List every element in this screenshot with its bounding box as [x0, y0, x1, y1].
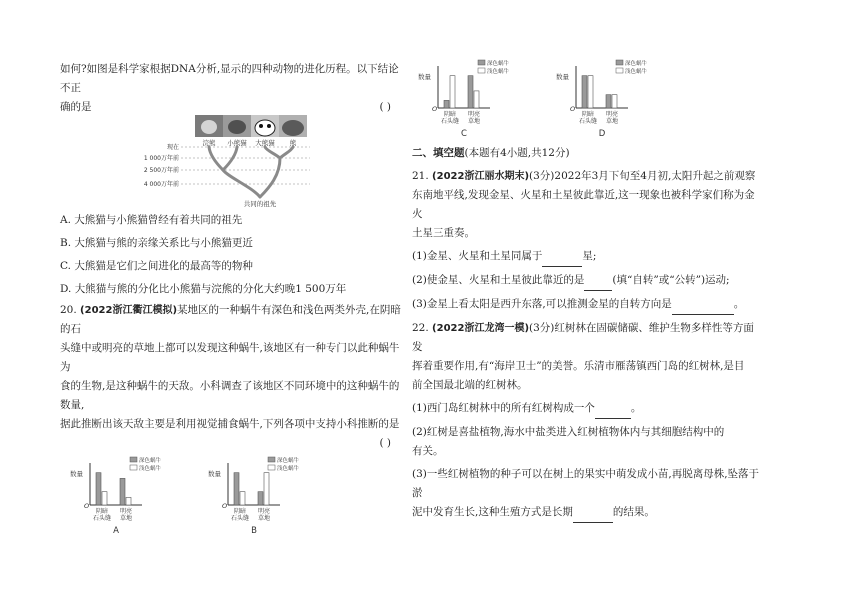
- legend-swatch-dark: [130, 457, 137, 462]
- q19-option-d: D. 大熊猫与熊的分化比小熊猫与浣熊的分化大约晚1 500万年: [60, 283, 347, 295]
- legend-label-dark: 深色蜗牛: [139, 458, 162, 464]
- x-tick-bright-place-2: 草地: [605, 118, 619, 125]
- origin-label: O: [222, 502, 228, 510]
- q19-option-a: A. 大熊猫与小熊猫曾经有着共同的祖先: [60, 214, 243, 226]
- bar-dark-cat1: [582, 76, 587, 108]
- origin-label: O: [84, 502, 90, 510]
- q22-sub2-line1: (2)红树是喜盐植物,海水中盐类进入红树植物体内与其细胞结构中的: [412, 426, 725, 438]
- legend-label-light: 浅色蜗牛: [277, 466, 300, 472]
- legend-swatch-light: [478, 68, 485, 73]
- evolution-tree-figure: [60, 115, 405, 207]
- bar-dark-cat1: [444, 100, 449, 108]
- legend-label-dark: 深色蜗牛: [625, 61, 648, 67]
- x-tick-dark-place-2: 石头缝: [578, 118, 598, 125]
- x-tick-bright-place-2: 草地: [119, 515, 133, 522]
- q22-line1: [412, 319, 762, 357]
- q22-sub3-line1: (3)一些红树植物的种子可以在树上的果实中萌发成小苗,再脱离母株,坠落于淤: [412, 468, 760, 499]
- q21-sub3: [412, 295, 762, 315]
- y-axis-label: 数量: [556, 73, 569, 81]
- q21-line2: 东南地平线,发现金星、火星和土星彼此靠近,这一现象也被科学家们称为金火: [412, 189, 755, 220]
- legend-label-dark: 深色蜗牛: [277, 458, 300, 464]
- q22-sub1-tail: 。: [630, 402, 642, 414]
- legend-label-light: 浅色蜗牛: [625, 69, 648, 75]
- tree-label-giant-panda: 大熊猫: [255, 139, 275, 147]
- bear-body: [282, 120, 304, 136]
- bar-dark-cat2: [468, 76, 473, 108]
- bar-dark-cat1: [96, 473, 101, 505]
- q20-line1-text: 某地区的一种蜗牛有深色和浅色两类外壳,在阴暗的石: [60, 304, 401, 335]
- q22-number: 22.: [412, 322, 429, 334]
- bar-light-cat2: [264, 473, 269, 505]
- section-2-note: (本题有4小题,共12分): [464, 147, 570, 159]
- q19-option-b: B. 大熊猫与熊的亲缘关系比与小熊猫更近: [60, 237, 253, 249]
- chart-panel-c: [416, 58, 526, 140]
- q22-line2: 挥着重要作用,有“海岸卫士”的美誉。乐清市雁荡镇西门岛的红树林,是目: [412, 360, 745, 372]
- q21-sub3-text: (3)金星上看太阳是西升东落,可以推测金星的自转方向是: [412, 298, 672, 310]
- q20-charts-row-ab: [68, 455, 405, 537]
- bar-light-cat2: [612, 95, 617, 108]
- bar-light-cat2: [474, 91, 479, 108]
- q21-sub2-text: (2)使金星、火星和土星彼此靠近的是: [412, 274, 585, 286]
- q22-sub2-line2: [412, 442, 762, 461]
- q20-line1: [60, 301, 405, 339]
- x-tick-bright-place-2: 草地: [467, 118, 481, 125]
- snail-bar-chart-c: [416, 58, 526, 140]
- tree-label-red-panda: 小熊猫: [227, 139, 247, 147]
- q19-option-c: C. 大熊猫是它们之间进化的最高等的物种: [60, 260, 253, 272]
- q20-charts-row-cd: [416, 58, 762, 140]
- q19-intro-text: 确的是: [60, 101, 92, 113]
- bar-dark-cat2: [120, 478, 125, 505]
- chart-panel-letter: B: [251, 526, 257, 536]
- x-tick-dark-place-2: 石头缝: [440, 118, 460, 125]
- x-tick-bright-place-2: 草地: [257, 515, 271, 522]
- q21-sub2: [412, 271, 762, 291]
- time-label-25m: 2 500万年前: [143, 167, 179, 174]
- legend-swatch-light: [616, 68, 623, 73]
- chart-panel-letter: C: [461, 129, 467, 139]
- legend-swatch-dark: [268, 457, 275, 462]
- legend-swatch-light: [268, 465, 275, 470]
- bar-light-cat1: [240, 492, 245, 505]
- q21-line1: [412, 167, 762, 186]
- legend-label-light: 浅色蜗牛: [139, 466, 162, 472]
- chart-panel-d: [554, 58, 664, 140]
- x-tick-dark-place: 阴暗: [233, 508, 247, 515]
- chart-panel-b: [206, 455, 316, 537]
- q22-line1-text: (3分)红树林在固碳储碳、维护生物多样性等方面发: [412, 322, 754, 353]
- y-axis-label: 数量: [70, 470, 83, 478]
- q22-sub3-blank[interactable]: [573, 503, 613, 523]
- q22-sub3-tail: 的结果。: [612, 506, 655, 518]
- q21-line3: 土星三重奏。: [412, 227, 475, 239]
- x-tick-bright-place: 明亮: [257, 508, 271, 515]
- q22-sub3-line2: [412, 503, 762, 523]
- q22-sub3-text: 泥中发育生长,这种生殖方式是长期: [412, 506, 573, 518]
- origin-label: O: [432, 105, 438, 113]
- q21-sub3-tail: 。: [733, 298, 745, 310]
- q21-sub3-blank[interactable]: [672, 295, 734, 315]
- x-tick-dark-place-2: 石头缝: [230, 515, 250, 522]
- tree-label-raccoon: 浣熊: [202, 139, 216, 147]
- giant-panda-eye-right: [267, 124, 271, 128]
- x-tick-bright-place: 明亮: [119, 508, 133, 515]
- q21-line1-text: (3分)2022年3月下旬至4月初,太阳升起之前观察: [529, 170, 756, 182]
- snail-bar-chart-b: [206, 455, 316, 537]
- x-tick-dark-place: 阴暗: [581, 111, 595, 118]
- phylogeny-branches: [209, 147, 293, 197]
- q20-line3: 食的生物,是这种蜗牛的天敌。小科调查了该地区不同环境中的这种蜗牛的数量,: [60, 380, 400, 411]
- q21-source: (2022浙江丽水期末): [432, 171, 530, 182]
- chart-panel-a: [68, 455, 178, 537]
- snail-bar-chart-d: [554, 58, 664, 140]
- x-tick-dark-place: 阴暗: [443, 111, 457, 118]
- right-column: [412, 60, 762, 523]
- q21-number: 21.: [412, 170, 429, 182]
- giant-panda-body: [255, 120, 275, 136]
- q22-sub1: [412, 399, 762, 419]
- q21-sub2-tail: (填“自转”或“公转”)运动;: [612, 274, 730, 286]
- q21-sub1-blank[interactable]: [542, 247, 582, 267]
- bar-light-cat2: [126, 497, 131, 505]
- legend-swatch-dark: [616, 60, 623, 65]
- q19-intro-line1: 如何?如图是科学家根据DNA分析,显示的四种动物的进化历程。以下结论不正: [60, 63, 399, 94]
- y-axis-label: 数量: [418, 73, 431, 81]
- y-axis-label: 数量: [208, 470, 221, 478]
- legend-label-dark: 深色蜗牛: [487, 61, 510, 67]
- bar-dark-cat2: [606, 95, 611, 108]
- bar-dark-cat1: [234, 473, 239, 505]
- snail-bar-chart-a: [68, 455, 178, 537]
- time-label-40m: 4 000万年前: [143, 181, 179, 188]
- legend-label-light: 浅色蜗牛: [487, 69, 510, 75]
- time-label-10m: 1 000万年前: [143, 155, 179, 162]
- q21-sub1-text: (1)金星、火星和土星同属于: [412, 250, 543, 262]
- x-tick-bright-place: 明亮: [467, 111, 481, 118]
- chart-panel-letter: A: [113, 526, 119, 536]
- q20-line2: 头缝中或明亮的草地上都可以发现这种蜗牛,该地区有一种专门以此种蜗牛为: [60, 342, 400, 373]
- x-tick-dark-place-2: 石头缝: [92, 515, 112, 522]
- common-ancestor-label: 共同的祖先: [243, 200, 277, 207]
- q20-line4: 据此推断出该天敌主要是利用视觉捕食蜗牛,下列各项中支持小科推断的是: [60, 418, 400, 430]
- x-tick-bright-place: 明亮: [605, 111, 619, 118]
- q20-source: (2022浙江衢江模拟): [80, 305, 178, 316]
- bar-dark-cat2: [258, 492, 263, 505]
- chart-panel-letter: D: [598, 129, 606, 139]
- legend-swatch-light: [130, 465, 137, 470]
- q22-sub1-text: (1)西门岛红树林中的所有红树构成一个: [412, 402, 595, 414]
- raccoon-face: [201, 120, 217, 134]
- q22-sub1-blank[interactable]: [595, 399, 631, 419]
- origin-label: O: [570, 105, 576, 113]
- section-2-title: 二、填空题: [412, 147, 465, 159]
- q22-line3: 前全国最北端的红树林。: [412, 379, 528, 391]
- q22-sub2-tail: 有关。: [412, 445, 444, 457]
- time-label-now: 现在: [166, 144, 179, 151]
- tree-label-bear: 熊: [289, 139, 297, 147]
- bar-light-cat1: [102, 492, 107, 505]
- x-tick-dark-place: 阴暗: [95, 508, 109, 515]
- q21-sub2-blank[interactable]: [584, 271, 612, 291]
- giant-panda-eye-left: [259, 124, 263, 128]
- bar-light-cat1: [588, 76, 593, 108]
- red-panda-face: [228, 120, 246, 134]
- legend-swatch-dark: [478, 60, 485, 65]
- bar-light-cat1: [450, 76, 455, 108]
- q21-sub1: [412, 247, 762, 267]
- section-2-heading: [412, 144, 762, 163]
- q20-number: 20.: [60, 304, 77, 316]
- q21-sub1-tail: 星;: [582, 250, 597, 262]
- q19-answer-paren: ( ): [379, 101, 391, 113]
- q20-answer-paren: ( ): [379, 437, 391, 449]
- left-column: [60, 60, 405, 537]
- q22-source: (2022浙江龙湾一模): [432, 323, 530, 334]
